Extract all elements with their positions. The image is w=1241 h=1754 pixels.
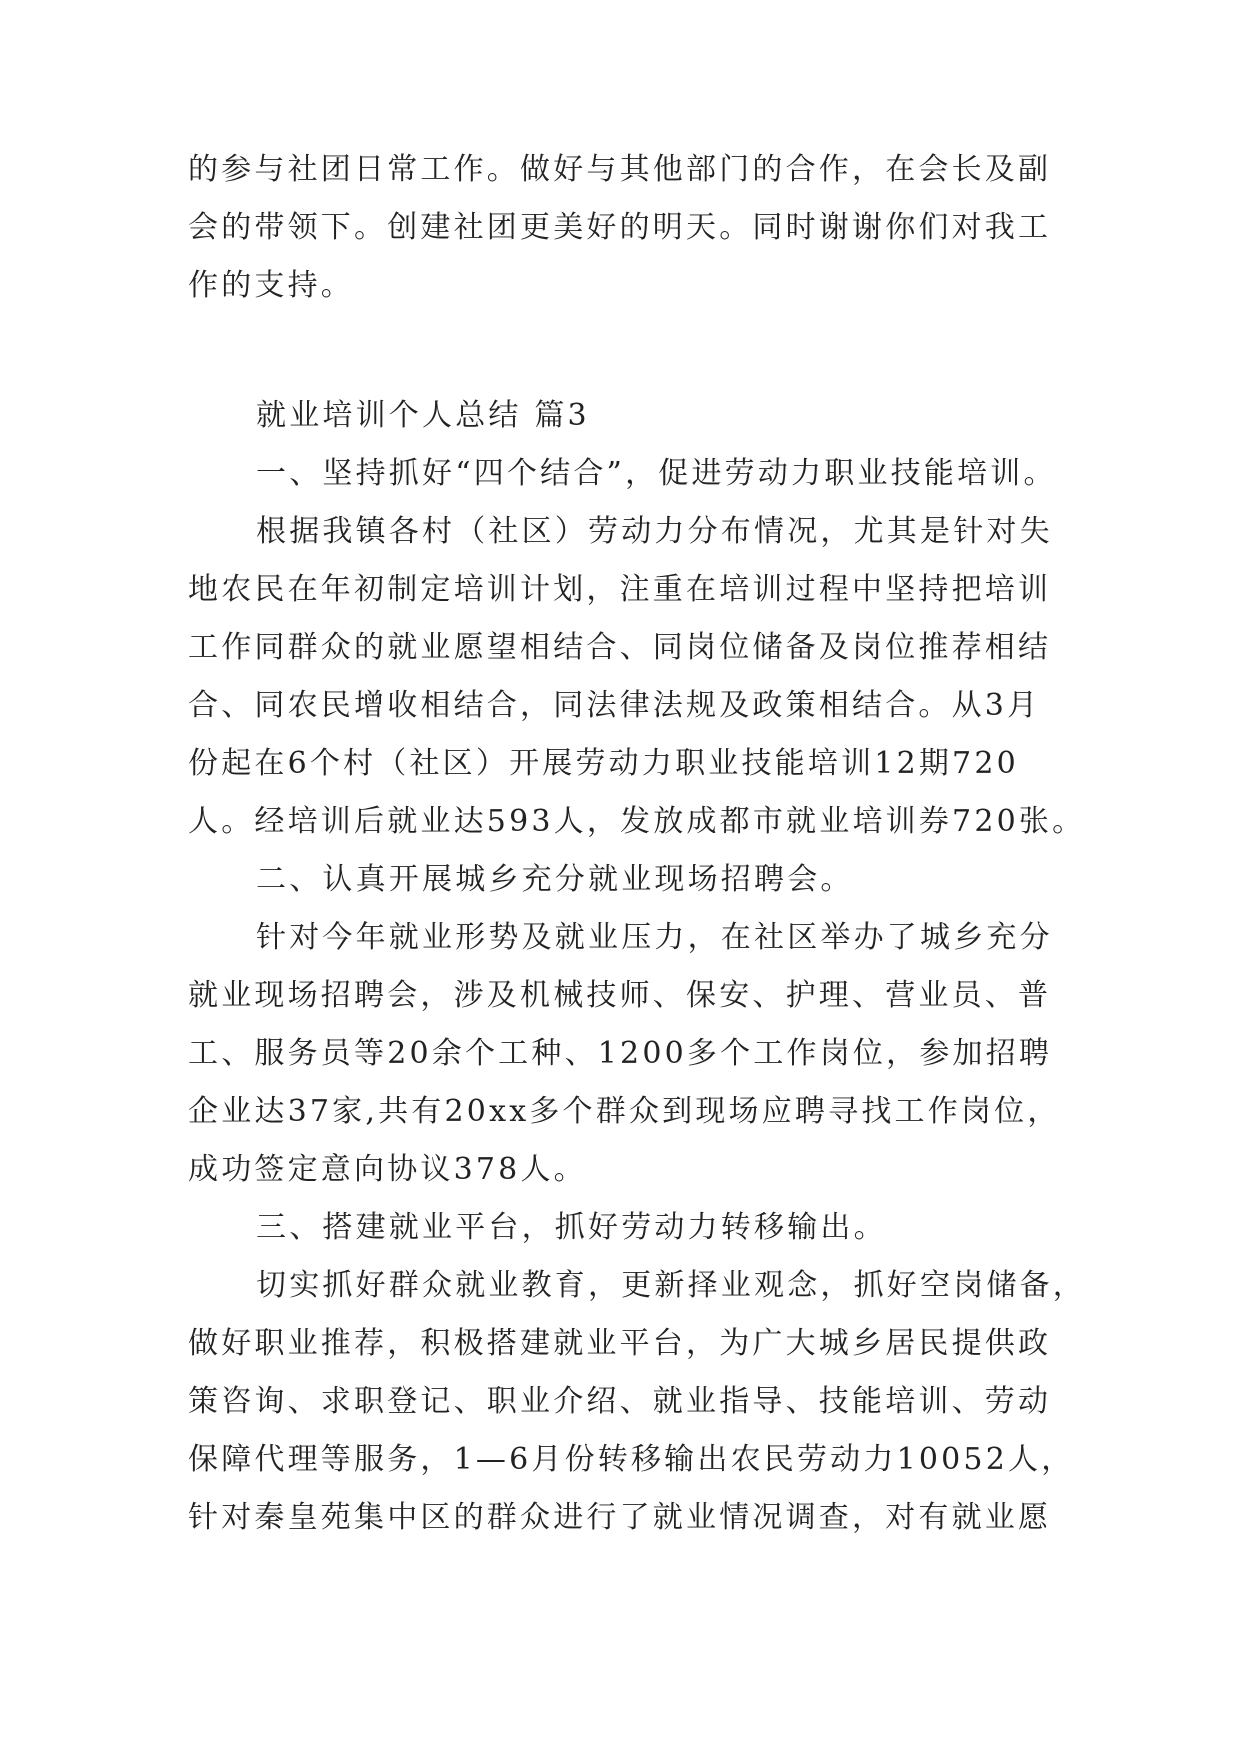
text-line: 工作同群众的就业愿望相结合、同岗位储备及岗位推荐相结 bbox=[188, 630, 1052, 665]
text-line: 份起在6个村（社区）开展劳动力职业技能培训12期720 bbox=[188, 746, 1019, 781]
text-line: 人。经培训后就业达593人，发放成都市就业培训券720张。 bbox=[188, 804, 1086, 839]
text-line: 针对今年就业形势及就业压力，在社区举办了城乡充分 bbox=[256, 920, 1053, 955]
subheading: 一、坚持抓好“四个结合”，促进劳动力职业技能培训。 bbox=[256, 456, 1057, 491]
text-line: 切实抓好群众就业教育，更新择业观念，抓好空岗储备， bbox=[256, 1268, 1086, 1303]
text-line: 成功签定意向协议378人。 bbox=[188, 1152, 587, 1187]
text-line: 地农民在年初制定培训计划，注重在培训过程中坚持把培训 bbox=[188, 572, 1052, 607]
text-line: 做好职业推荐，积极搭建就业平台，为广大城乡居民提供政 bbox=[188, 1326, 1052, 1361]
text-line: 针对秦皇苑集中区的群众进行了就业情况调查，对有就业愿 bbox=[188, 1500, 1052, 1535]
subheading: 三、搭建就业平台，抓好劳动力转移输出。 bbox=[256, 1210, 887, 1245]
text-line: 企业达37家,共有20xx多个群众到现场应聘寻找工作岗位， bbox=[188, 1094, 1061, 1129]
text-line: 策咨询、求职登记、职业介绍、就业指导、技能培训、劳动 bbox=[188, 1384, 1052, 1419]
text-line: 作的支持。 bbox=[188, 268, 354, 303]
text-line: 合、同农民增收相结合，同法律法规及政策相结合。从3月 bbox=[188, 688, 1041, 723]
text-line: 工、服务员等20余个工种、1200多个工作岗位，参加招聘 bbox=[188, 1036, 1053, 1071]
subheading: 二、认真开展城乡充分就业现场招聘会。 bbox=[256, 862, 854, 897]
text-line: 的参与社团日常工作。做好与其他部门的合作，在会长及副 bbox=[188, 152, 1052, 187]
text-line: 根据我镇各村（社区）劳动力分布情况，尤其是针对失 bbox=[256, 514, 1053, 549]
section-heading: 就业培训个人总结 篇3 bbox=[256, 398, 590, 433]
text-line: 保障代理等服务，1—6月份转移输出农民劳动力10052人， bbox=[188, 1442, 1075, 1477]
text-line: 会的带领下。创建社团更美好的明天。同时谢谢你们对我工 bbox=[188, 210, 1052, 245]
text-line: 就业现场招聘会，涉及机械技师、保安、护理、营业员、普 bbox=[188, 978, 1052, 1013]
